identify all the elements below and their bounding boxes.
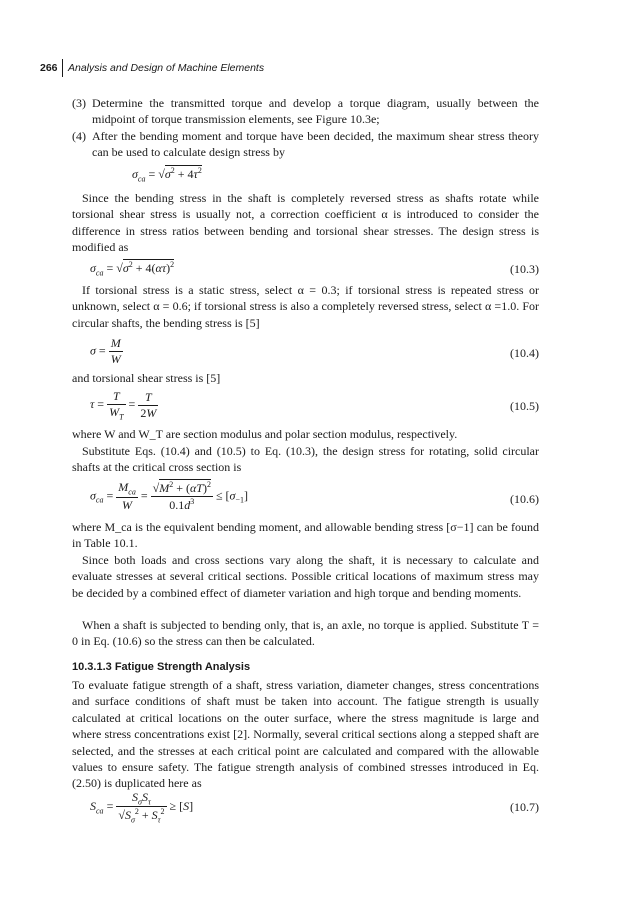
list-item: (4) After the bending moment and torque have been decided, the maximum shear stress theory can be used to calculate design stress by	[72, 129, 539, 160]
paragraph: where M_ca is the equivalent bending moment, and allowable bending stress [σ−1] can be found in Table 10.1.	[72, 520, 539, 551]
paragraph: where W and W_T are section modulus and polar section modulus, respectively.	[72, 427, 458, 441]
paragraph: Substitute Eqs. (10.4) and (10.5) to Eq. (10.3), the design stress for rotating, solid circular shafts at the critical cross section is	[72, 444, 539, 475]
running-title: Analysis and Design of Machine Elements	[68, 62, 265, 74]
equation-10-7: $S_{ca}$ = $\frac{S_\sigma S_\tau}{√S_\sigma^2 + S_\tau^2}$ ≥ [S]	[90, 790, 194, 825]
equation-10-3: $\sigma_{ca} = √\sigma^2 + 4(\alpha\tau)^2$	[90, 260, 175, 278]
header-divider	[62, 59, 63, 77]
paragraph: To evaluate fatigue strength of a shaft, stress variation, diameter changes, stress concentrations and surface conditions of shaft must be taken into account. The fatigue strength is usually calculated at critical locations on the outer surface, where the stress magnitude is large and where stress concentrations exist [2]. Normally, several critical sections along a stepped shaft are selected, and the stresses at each critical point are calculated and compared with the allowable values to ensure safety. The fatigue strength analysis of combined stresses introduced in Eq. (2.50) is duplicated here as	[72, 678, 539, 791]
equation-10-4: σ = $\frac{M}{W}$	[90, 336, 121, 366]
section-heading: 10.3.1.3 Fatigue Strength Analysis	[72, 661, 251, 673]
equation-number: (10.3)	[510, 262, 539, 276]
equation-number: (10.6)	[510, 492, 539, 506]
list-item: (3) Determine the transmitted torque and develop a torque diagram, usually between the midpoint of torque transmission elements, see Figure 10.3e;	[72, 96, 539, 127]
equation-number: (10.4)	[510, 346, 539, 360]
paragraph: and torsional shear stress is [5]	[72, 371, 221, 385]
equation-10-5: τ = $\frac{T}{W_T}$ = $\frac{T}{2W}$	[90, 389, 157, 422]
equation-number: (10.5)	[510, 399, 539, 413]
equation-number: (10.7)	[510, 800, 539, 814]
equation-design-stress: $\sigma_{ca} = √\sigma^2 + 4\tau^2$	[132, 166, 202, 184]
page-number: 266	[40, 62, 58, 74]
equation-10-6: $\sigma_{ca}$ = $\frac{M_{ca}}{W}$ = $\frac{√M^2 + (\alpha T)^2}{0.1d^3}$ ≤ $[\sigma_{-1}]$	[90, 480, 248, 512]
paragraph: Since the bending stress in the shaft is completely reversed stress as shafts rotate while torsional shear stress is usually not, a correction coefficient α is introduced to consider the difference in stress ratios between bending and torsional shear stresses. The design stress is modified as	[72, 191, 540, 255]
paragraph: When a shaft is subjected to bending only, that is, an axle, no torque is applied. Substitute T = 0 in Eq. (10.6) so the stress can then be calculated.	[72, 618, 539, 649]
paragraph: Since both loads and cross sections vary along the shaft, it is necessary to calculate and evaluate stresses at several critical sections. Possible critical locations of maximum stress may be decided by a combined effect of diameter variation and high torque and bending moments.	[72, 553, 539, 600]
paragraph: If torsional stress is a static stress, select α = 0.3; if torsional stress is repeated stress or unknown, select α = 0.6; if torsional stress is also a completely reversed stress, select α =1.0. For circular shafts, the bending stress is [5]	[72, 283, 539, 330]
